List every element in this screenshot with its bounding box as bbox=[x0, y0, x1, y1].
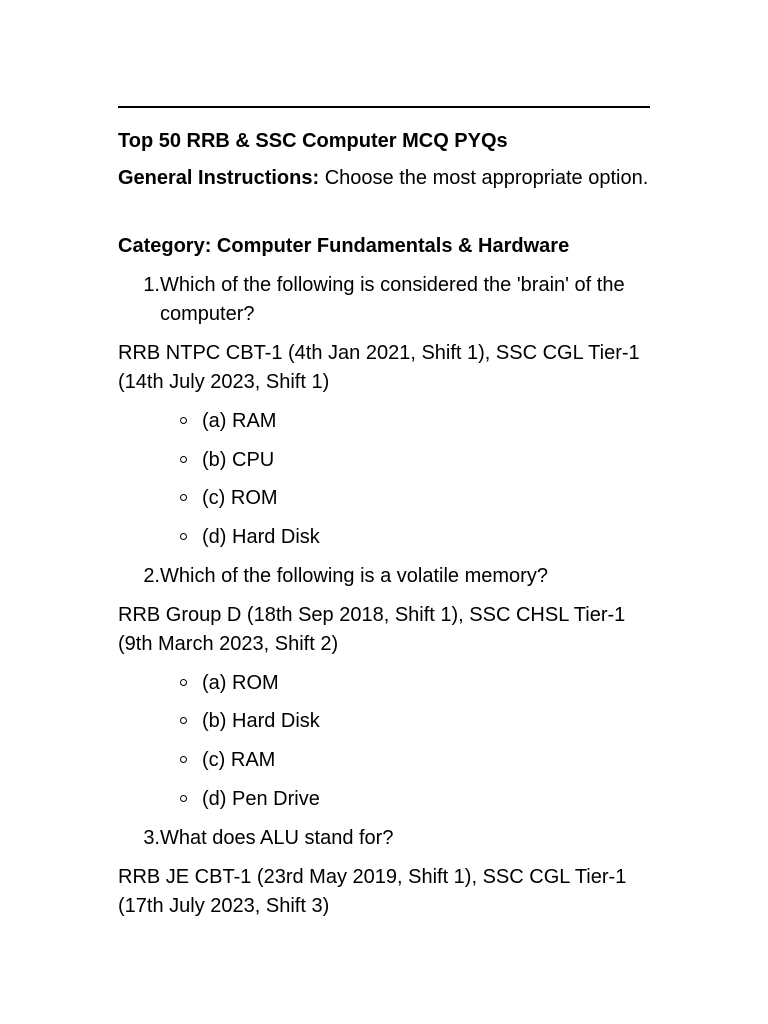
general-instructions bbox=[118, 164, 650, 193]
question-source: RRB NTPC CBT-1 (4th Jan 2021, Shift 1), SSC CGL Tier-1 (14th July 2023, Shift 1) bbox=[118, 342, 640, 393]
hollow-bullet-icon bbox=[180, 494, 187, 501]
question-text: What does ALU stand for? bbox=[160, 827, 394, 849]
question-source: RRB JE CBT-1 (23rd May 2019, Shift 1), SSC CGL Tier-1 (17th July 2023, Shift 3) bbox=[118, 866, 627, 917]
option-text: (a) ROM bbox=[202, 672, 279, 694]
question-number: 3. bbox=[143, 827, 160, 849]
question-text: Which of the following is considered the 'brain' of the computer? bbox=[160, 274, 625, 325]
option-text: (c) RAM bbox=[202, 749, 276, 771]
question-text: Which of the following is a volatile memory? bbox=[160, 565, 548, 587]
option-text: (d) Hard Disk bbox=[202, 526, 320, 548]
option-text: (b) Hard Disk bbox=[202, 710, 320, 732]
question-number: 1. bbox=[143, 274, 160, 296]
hollow-bullet-icon bbox=[180, 679, 187, 686]
instructions-text: Choose the most appropriate option. bbox=[319, 167, 649, 189]
horizontal-rule bbox=[118, 106, 650, 108]
category-heading: Category: Computer Fundamentals & Hardware bbox=[118, 235, 570, 257]
option-text: (a) RAM bbox=[202, 410, 277, 432]
hollow-bullet-icon bbox=[180, 717, 187, 724]
instructions-label: General Instructions: bbox=[118, 167, 320, 189]
question-source: RRB Group D (18th Sep 2018, Shift 1), SSC CHSL Tier-1 (9th March 2023, Shift 2) bbox=[118, 604, 626, 655]
option-text: (b) CPU bbox=[202, 449, 275, 471]
hollow-bullet-icon bbox=[180, 795, 187, 802]
hollow-bullet-icon bbox=[180, 417, 187, 424]
option-text: (d) Pen Drive bbox=[202, 788, 320, 810]
question-number: 2. bbox=[143, 565, 160, 587]
hollow-bullet-icon bbox=[180, 456, 187, 463]
hollow-bullet-icon bbox=[180, 756, 187, 763]
document-title: Top 50 RRB & SSC Computer MCQ PYQs bbox=[118, 130, 508, 152]
option-text: (c) ROM bbox=[202, 487, 278, 509]
hollow-bullet-icon bbox=[180, 533, 187, 540]
